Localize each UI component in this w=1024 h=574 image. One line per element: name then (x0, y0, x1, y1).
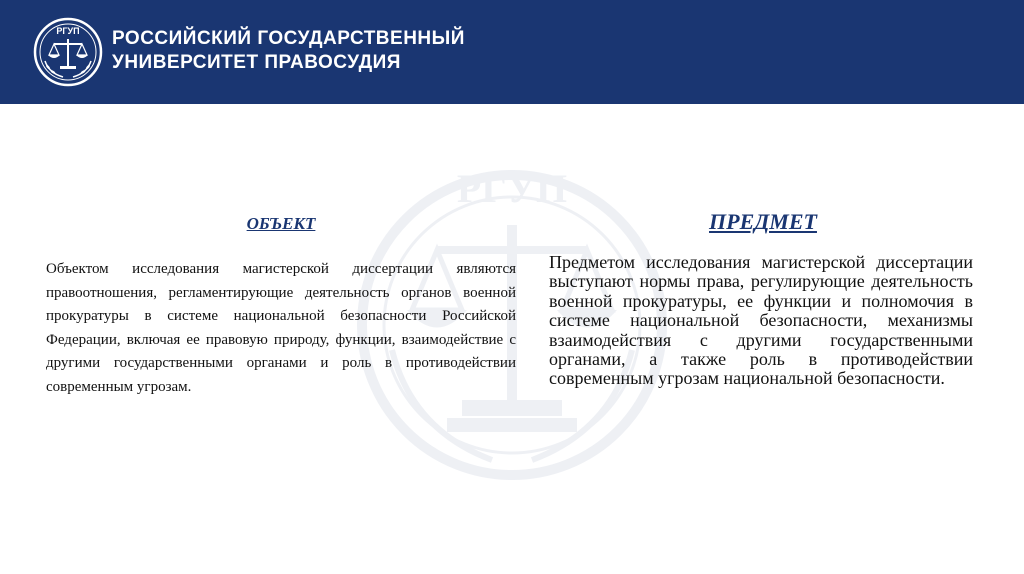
object-text: Объектом исследования магистерской диссертации являются правоотношения, регламентирующие деятельность органов военной прокуратуры в системе национальной безопасности Российской Федерации, включая ее правовую природу, функции, взаимодействие с другими государственными органами и роль в противодействии современным угрозам. (46, 261, 516, 395)
watermark-text: РГУП (456, 166, 568, 211)
university-name (112, 27, 465, 75)
university-name-line1: РОССИЙСКИЙ ГОСУДАРСТВЕННЫЙ (112, 28, 465, 49)
header-bar (0, 0, 1024, 104)
logo-text: РГУП (56, 26, 80, 36)
university-name-line2: УНИВЕРСИТЕТ ПРАВОСУДИЯ (112, 52, 401, 73)
object-heading: ОБЪЕКТ (246, 214, 316, 233)
university-logo-icon (33, 17, 103, 87)
subject-heading: ПРЕДМЕТ (709, 209, 817, 234)
subject-text: Предметом исследования магистерской диссертации выступают нормы права, регулирующие деятельность военной прокуратуры, ее функции и полномочия в системе национальной безопасности, механизмы взаимодействия с другими государственными органами, а также роль в противодействии современным угрозам национальной безопасности. (549, 252, 973, 389)
